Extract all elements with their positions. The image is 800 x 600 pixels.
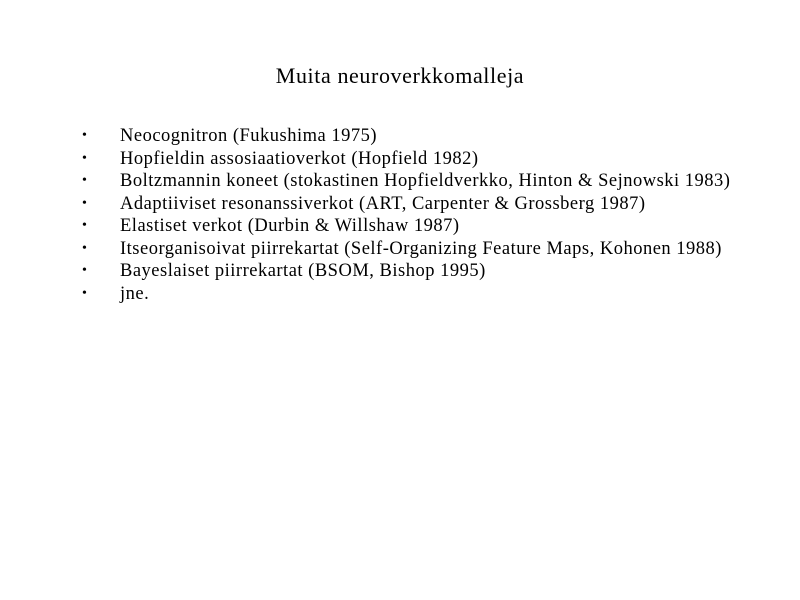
list-item [80,239,740,260]
bullet-icon: • [82,173,88,188]
bullet-icon: • [82,128,88,143]
bullet-icon: • [82,240,88,256]
list-item [80,171,740,192]
bullet-icon: • [82,150,88,166]
bullet-list [80,126,740,306]
list-item-text: Adaptiiviset resonanssiverkot (ART, Carpenter & Grossberg 1987) [120,193,646,214]
list-item-text: jne. [120,283,150,304]
list-item [80,216,740,237]
list-item-text: Elastiset verkot (Durbin & Willshaw 1987) [120,216,460,236]
bullet-icon: • [82,263,88,278]
bullet-icon: • [82,195,88,211]
list-item [80,126,740,147]
bullet-icon: • [82,285,88,301]
list-item-text: Itseorganisoivat piirrekartat (Self-Organizing Feature Maps, Kohonen 1988) [120,238,722,259]
bullet-icon: • [82,218,88,233]
list-item [80,261,740,282]
list-item [80,149,740,170]
list-item-text: Neocognitron (Fukushima 1975) [120,126,378,146]
list-item [80,194,740,215]
slide-title: Muita neuroverkkomalleja [275,63,525,88]
list-item-text: Bayeslaiset piirrekartat (BSOM, Bishop 1995) [120,261,486,281]
list-item [80,284,740,305]
list-item-text: Hopfieldin assosiaatioverkot (Hopfield 1982) [120,148,479,169]
list-item-text: Boltzmannin koneet (stokastinen Hopfieldverkko, Hinton & Sejnowski 1983) [120,171,731,191]
